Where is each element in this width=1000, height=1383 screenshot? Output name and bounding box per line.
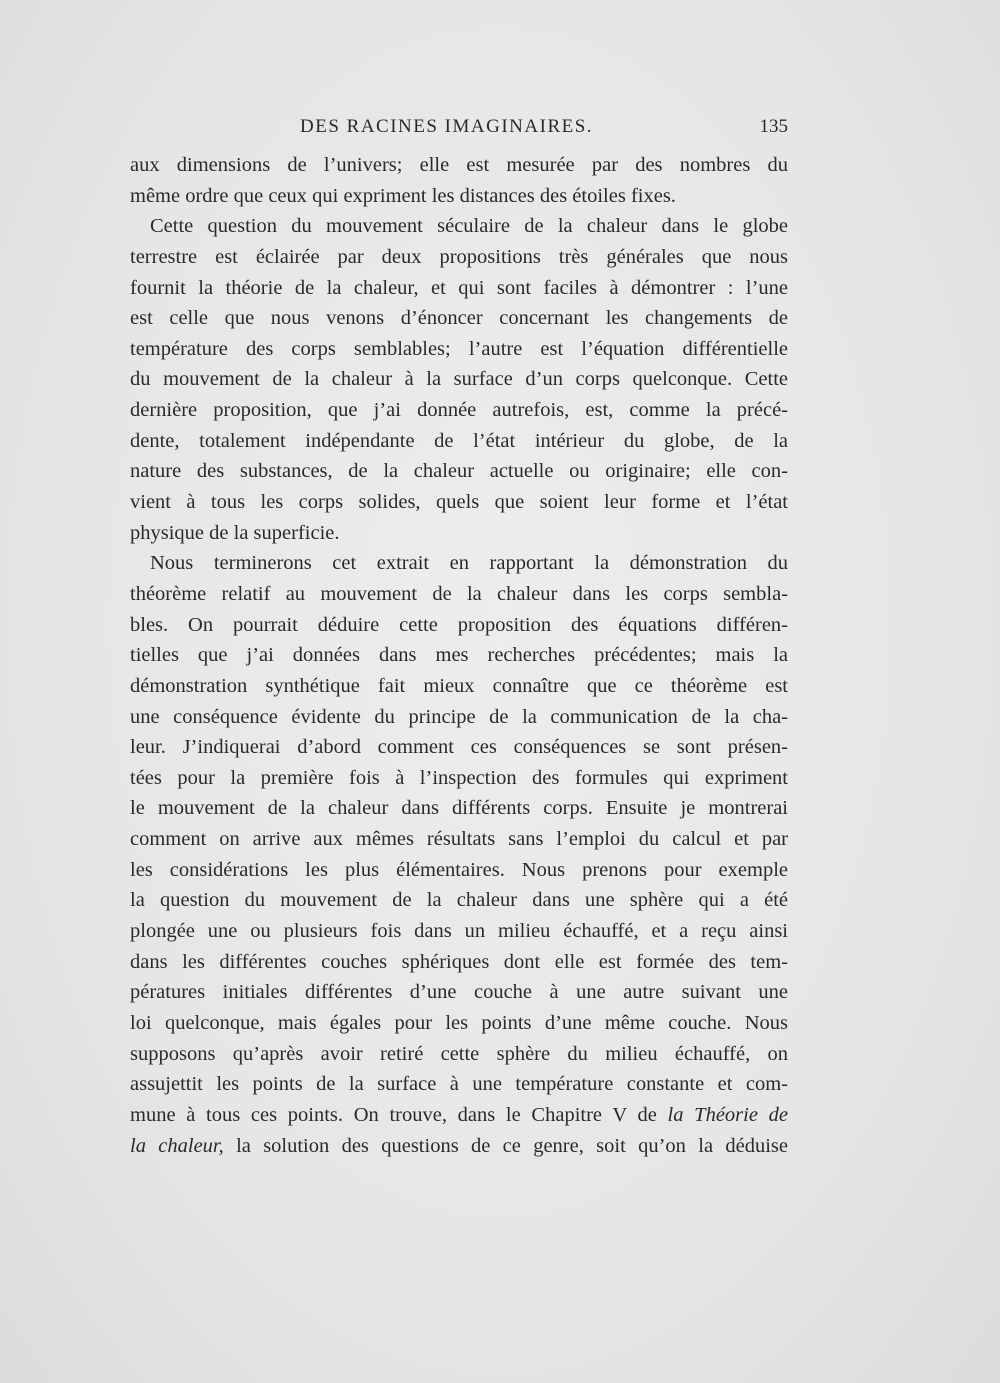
text-line: une conséquence évidente du principe de la communication de la cha- (130, 705, 788, 728)
text-line: Cette question du mouvement séculaire de la chaleur dans le globe (150, 215, 788, 238)
italic-title-run: la Théorie de (667, 1103, 788, 1126)
text-line: fournit la théorie de la chaleur, et qui sont faciles à démontrer : l’une (130, 276, 788, 299)
text-line: théorème relatif au mouvement de la chaleur dans les corps sembla- (130, 582, 788, 605)
text-line: le mouvement de la chaleur dans différents corps. Ensuite je montrerai (130, 797, 788, 820)
body-text (130, 150, 788, 1161)
text-line: même ordre que ceux qui expriment les distances des étoiles fixes. (130, 184, 676, 207)
running-title: DES RACINES IMAGINAIRES. (300, 116, 594, 137)
text-line: vient à tous les corps solides, quels que soient leur forme et l’état (130, 491, 788, 514)
text-line: la question du mouvement de la chaleur dans une sphère qui a été (130, 889, 788, 912)
text-line: loi quelconque, mais égales pour les points d’une même couche. Nous (130, 1011, 788, 1034)
text-line: bles. On pourrait déduire cette proposition des équations différen- (130, 613, 788, 636)
text-line: plongée une ou plusieurs fois dans un milieu échauffé, et a reçu ainsi (130, 920, 788, 943)
text-line: dernière proposition, que j’ai donnée autrefois, est, comme la précé- (130, 399, 788, 422)
page-number: 135 (759, 116, 788, 137)
text-line-mixed (130, 1131, 788, 1162)
text-line: les considérations les plus élémentaires. Nous prenons pour exemple (130, 858, 788, 881)
text-line: Nous terminerons cet extrait en rapportant la démonstration du (150, 552, 788, 575)
text-line: pératures initiales différentes d’une couche à une autre suivant une (130, 981, 788, 1004)
text-run: la solution des questions de ce genre, soit qu’on la déduise (223, 1134, 788, 1157)
text-line: du mouvement de la chaleur à la surface d’un corps quelconque. Cette (130, 368, 788, 391)
running-head (130, 116, 788, 140)
text-line: physique de la superficie. (130, 521, 340, 544)
italic-title-run: la chaleur, (130, 1134, 224, 1157)
text-line: tées pour la première fois à l’inspection des formules qui expriment (130, 766, 788, 789)
text-line: leur. J’indiquerai d’abord comment ces conséquences se sont présen- (130, 736, 788, 759)
text-line: température des corps semblables; l’autre est l’équation différentielle (130, 337, 788, 360)
text-line: dente, totalement indépendante de l’état intérieur du globe, de la (130, 429, 788, 452)
text-line: nature des substances, de la chaleur actuelle ou originaire; elle con- (130, 460, 788, 483)
text-line: assujettit les points de la surface à une température constante et com- (130, 1073, 788, 1096)
text-line: supposons qu’après avoir retiré cette sphère du milieu échauffé, on (130, 1042, 788, 1065)
text-line: démonstration synthétique fait mieux connaître que ce théorème est (130, 674, 788, 697)
text-line: est celle que nous venons d’énoncer concernant les changements de (130, 307, 788, 330)
text-line-mixed (130, 1100, 788, 1131)
text-line: dans les différentes couches sphériques dont elle est formée des tem- (130, 950, 788, 973)
text-line: tielles que j’ai données dans mes recherches précédentes; mais la (130, 644, 788, 667)
text-line: comment on arrive aux mêmes résultats sans l’emploi du calcul et par (130, 828, 788, 851)
text-run: mune à tous ces points. On trouve, dans le Chapitre V de (130, 1103, 657, 1126)
text-line: terrestre est éclairée par deux propositions très générales que nous (130, 245, 788, 268)
text-line: aux dimensions de l’univers; elle est mesurée par des nombres du (130, 154, 788, 176)
